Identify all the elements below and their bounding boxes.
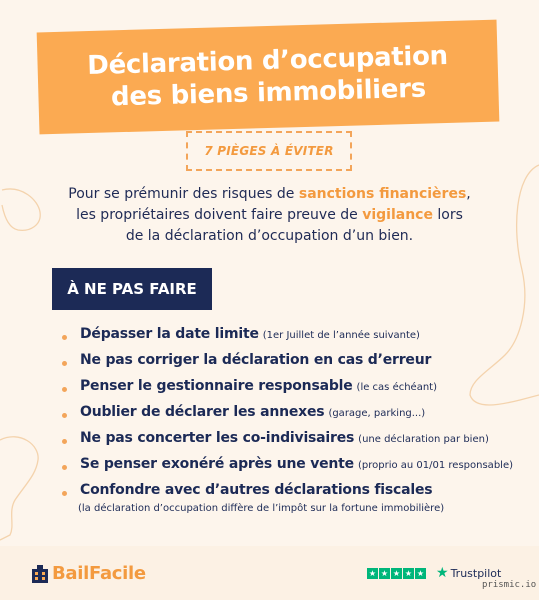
item-title: Dépasser la date limite xyxy=(80,326,259,342)
title-line-2: des biens immobiliers xyxy=(110,73,427,113)
bullet-icon xyxy=(62,465,67,470)
list-item xyxy=(62,404,532,430)
item-7-subnote: (la déclaration d’occupation diffère de l’impôt sur la fortune immobilière) xyxy=(78,503,445,514)
list-item xyxy=(62,326,532,352)
item-title: Ne pas corriger la déclaration en cas d’erreur xyxy=(80,352,432,368)
title-banner xyxy=(37,20,500,135)
intro-highlight-sanctions: sanctions financières xyxy=(298,186,467,202)
bullet-icon xyxy=(62,439,67,444)
building-icon xyxy=(32,565,48,583)
subtitle-pill xyxy=(186,131,352,171)
trustpilot-logo[interactable] xyxy=(436,566,501,580)
bullet-icon xyxy=(62,335,67,340)
item-title: Confondre avec d’autres déclarations fiscales xyxy=(80,482,433,498)
list-item xyxy=(62,378,532,404)
item-note: (le cas échéant) xyxy=(356,382,438,393)
intro-text-4: lors xyxy=(432,207,463,223)
title-line-1: Déclaration d’occupation xyxy=(86,40,449,82)
list-item xyxy=(62,456,532,482)
star-icon: ★ xyxy=(392,568,401,578)
item-note: (une déclaration par bien) xyxy=(358,434,489,445)
intro-highlight-vigilance: vigilance xyxy=(362,207,433,223)
list-item xyxy=(62,352,532,378)
brand-logo[interactable] xyxy=(32,563,146,584)
footer-bar xyxy=(0,546,539,600)
pitfalls-list xyxy=(62,326,532,508)
watermark-text: prismic.io xyxy=(482,580,537,590)
bullet-icon xyxy=(62,361,67,366)
intro-text-1: Pour se prémunir des risques de xyxy=(68,186,299,202)
rating-stars xyxy=(367,568,426,579)
section-badge xyxy=(52,268,212,310)
trustpilot-label: Trustpilot xyxy=(450,566,502,580)
section-badge-label: À NE PAS FAIRE xyxy=(67,280,197,298)
brand-name: BailFacile xyxy=(52,563,146,584)
star-icon: ★ xyxy=(404,568,413,578)
bullet-icon xyxy=(62,491,67,496)
item-note: (proprio au 01/01 responsable) xyxy=(357,460,513,471)
bullet-icon xyxy=(62,413,67,418)
intro-text-5: de la déclaration d’occupation d’un bien. xyxy=(125,228,414,244)
item-title: Oublier de déclarer les annexes xyxy=(80,404,325,420)
bullet-icon xyxy=(62,387,67,392)
item-title: Penser le gestionnaire responsable xyxy=(80,378,353,394)
intro-text-2: , xyxy=(466,186,471,202)
intro-text-3: les propriétaires doivent faire preuve de xyxy=(76,207,363,223)
item-note: (1er Juillet de l’année suivante) xyxy=(262,330,420,341)
list-item xyxy=(62,430,532,456)
trustpilot-star-icon: ★ xyxy=(436,565,449,581)
item-title: Se penser exonéré après une vente xyxy=(80,456,354,472)
star-icon: ★ xyxy=(380,568,389,578)
star-icon: ★ xyxy=(368,568,377,578)
star-icon: ★ xyxy=(416,568,425,578)
item-title: Ne pas concerter les co-indivisaires xyxy=(80,430,355,446)
item-note: (garage, parking...) xyxy=(328,408,426,419)
subtitle-pill-text: 7 PIÈGES À ÉVITER xyxy=(204,144,334,158)
intro-paragraph xyxy=(30,184,509,247)
